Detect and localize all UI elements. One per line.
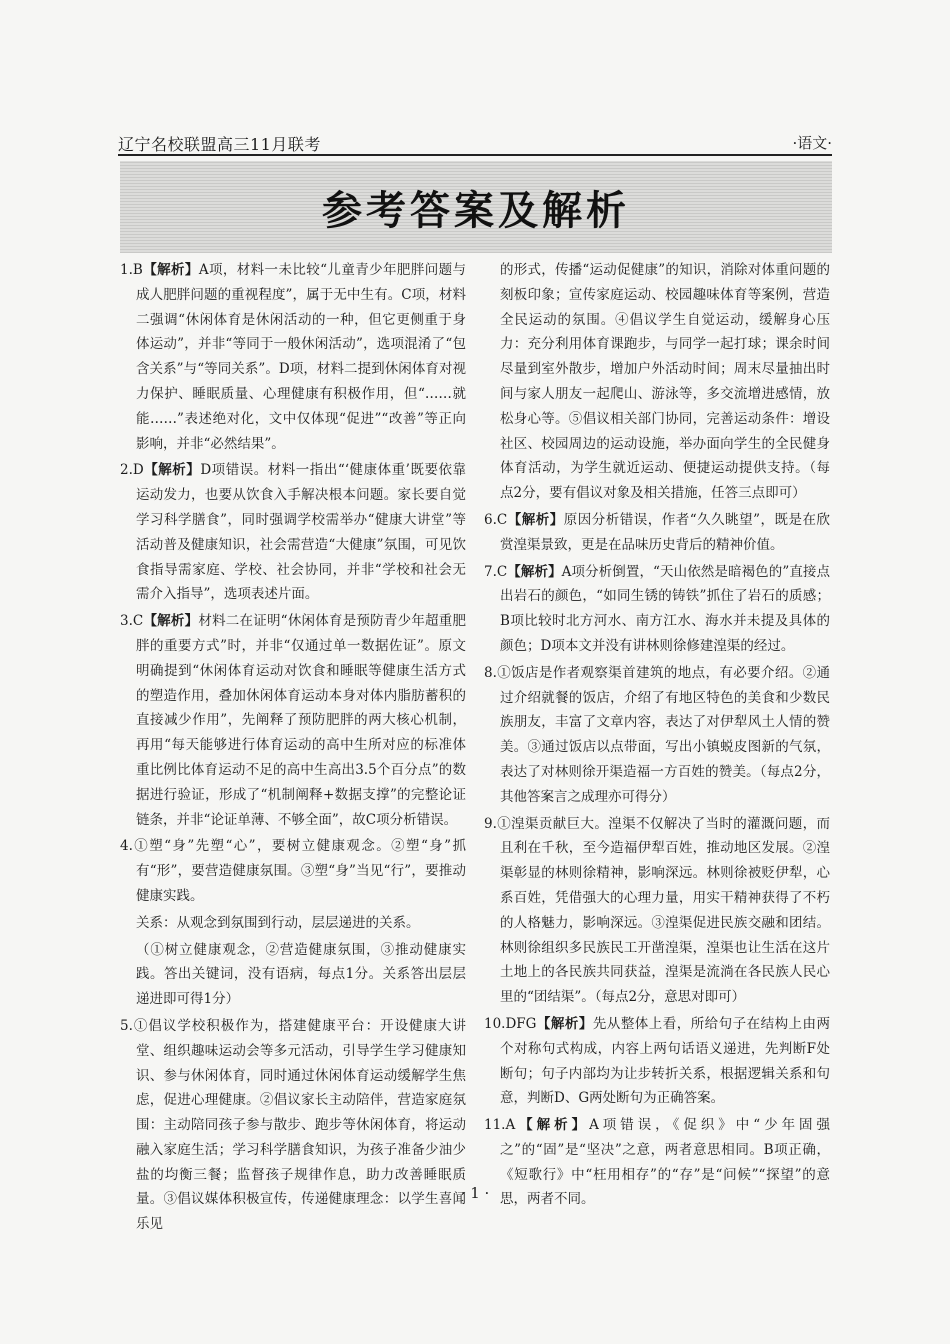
page-number: · 1 · — [460, 1184, 490, 1202]
answer-note: 关系：从观念到氛围到行动，层层递进的关系。 — [136, 914, 420, 931]
answer-continuation: 的形式，传播“运动促健康”的知识，消除对体重问题的刻板印象；宣传家庭运动、校园趣味体育等案例，营造全民运动的氛围。④倡议学生自觉运动，缓解身心压力：充分利用体育课跑步，与同学一起打球；课余时间尽量到室外散步，增加户外活动时间；周末尽量抽出时间与家人朋友一起爬山、游泳等，多交流增进感情，放松身心等。⑤倡议相关部门协同，完善运动条件：增设社区、校园周边的运动设施，举办面向学生的全民健身体育活动，为学生就近运动、便捷运动提供支持。（每点2分，要有倡议对象及相关措施，任答三点即可） — [500, 262, 830, 502]
answer-item: 6.C【解析】原因分析错误，作者“久久眺望”，既是在欣赏湟渠景致，更是在品味历史背后的精神价值。 — [484, 511, 830, 553]
answer-item: 3.C【解析】材料二在证明“休闲体育是预防青少年超重肥胖的重要方式”时，并非“仅通过单一数据佐证”。原文明确提到“休闲体育运动对饮食和睡眠等健康生活方式的塑造作用，叠加休闲体育运动本身对体内脂肪蓄积的直接减少作用”，先阐释了预防肥胖的两大核心机制，再用“每天能够进行体育运动的高中生所对应的标准体重比例比体育运动不足的高中生高出3.5个百分点”的数据进行验证，形成了“机制阐释+数据支撑”的完整论证链条，并非“论证单薄、不够全面”，故C项分析错误。 — [120, 613, 466, 828]
answer-item: 7.C【解析】A项分析倒置，“天山依然是暗褐色的”直接点出岩石的颜色，“如同生锈的铸铁”抓住了岩石的质感；B项比较时北方河水、南方江水、海水并未提及具体的颜色；D项本文并没有讲林则徐修建湟渠的经过。 — [484, 563, 830, 654]
page-header — [118, 130, 832, 156]
title-banner — [120, 161, 832, 253]
subject-label: ·语文· — [792, 134, 832, 152]
exam-title: 辽宁名校联盟高三11月联考 — [118, 135, 321, 154]
page-title: 参考答案及解析 — [322, 187, 630, 234]
answer-item: 4.①塑“身”先塑“心”，要树立健康观念。②塑“身”抓有“形”，要营造健康氛围。③塑“身”当见“行”，要推动健康实践。 — [120, 838, 466, 904]
answer-item: 11.A【解析】A项错误，《促织》中“少年固强之”的“固”是“坚决”之意，两者意思相同。B项正确，《短歌行》中“枉用相存”的“存”是“问候”“探望”的意思，两者不同。 — [484, 1117, 831, 1208]
left-column — [120, 258, 466, 1239]
answer-item: 10.DFG【解析】先从整体上看，所给句子在结构上由两个对称句式构成，内容上两句话语义递进，先判断F处断句；句子内部均为让步转折关系，根据逻辑关系和句意，判断D、G两处断句为正确答案。 — [484, 1015, 831, 1107]
answer-item: 5.①倡议学校积极作为，搭建健康平台：开设健康大讲堂、组织趣味运动会等多元活动，引导学生学习健康知识、参与休闲体育，同时通过休闲体育运动缓解学生焦虑，促进心理健康。②倡议家长主动陪伴，营造家庭氛围：主动陪同孩子参与散步、跑步等休闲体育，将运动融入家庭生活；学习科学膳食知识，为孩子准备少油少盐的均衡三餐；监督孩子规律作息，助力改善睡眠质量。③倡议媒体积极宣传，传递健康理念：以学生喜闻乐见 — [120, 1017, 466, 1233]
answer-item: 8.①饭店是作者观察渠首建筑的地点，有必要介绍。②通过介绍就餐的饭店，介绍了有地区特色的美食和少数民族朋友，丰富了文章内容，表达了对伊犁风土人情的赞美。③通过饭店以点带面，写出小镇蜕皮图新的气氛，表达了对林则徐开渠造福一方百姓的赞美。（每点2分，其他答案言之成理亦可得分） — [484, 664, 830, 805]
answer-item: 9.①湟渠贡献巨大。湟渠不仅解决了当时的灌溉问题，而且利在千秋，至今造福伊犁百姓，推动地区发展。②湟渠彰显的林则徐精神，影响深远。林则徐被贬伊犁，心系百姓，凭借强大的心理力量，用实干精神获得了不朽的人格魅力，影响深远。③湟渠促进民族交融和团结。林则徐组织多民族民工开凿湟渠，湟渠也让生活在这片土地上的各民族共同获益，湟渠是流淌在各民族人民心里的“团结渠”。（每点2分，意思对即可） — [484, 815, 830, 1006]
answer-note: （①树立健康观念，②营造健康氛围，③推动健康实践。答出关键词，没有语病，每点1分。关系答出层层递进即可得1分） — [136, 941, 466, 1008]
answer-item: 2.D【解析】D项错误。材料一指出“‘健康体重’既要依靠运动发力，也要从饮食入手解决根本问题。家长要自觉学习科学膳食”，同时强调学校需举办“健康大讲堂”等活动普及健康知识，社会需营造“大健康”氛围，可见饮食指导需家庭、学校、社会协同，并非“学校和社会无需介入指导”，选项表述片面。 — [120, 462, 467, 603]
answer-item: 1.B【解析】A项，材料一未比较“儿童青少年肥胖问题与成人肥胖问题的重视程度”，属于无中生有。C项，材料二强调“休闲体育是休闲活动的一种，但它更侧重于身体运动”，并非“等同于一般休闲活动”，选项混淆了“包含关系”与“等同关系”。D项，材料二提到休闲体育对视力保护、睡眠质量、心理健康有积极作用，但“……就能……”表述绝对化，文中仅体现“促进”“改善”等正向影响，并非“必然结果”。 — [120, 262, 467, 452]
right-column — [484, 258, 830, 1214]
